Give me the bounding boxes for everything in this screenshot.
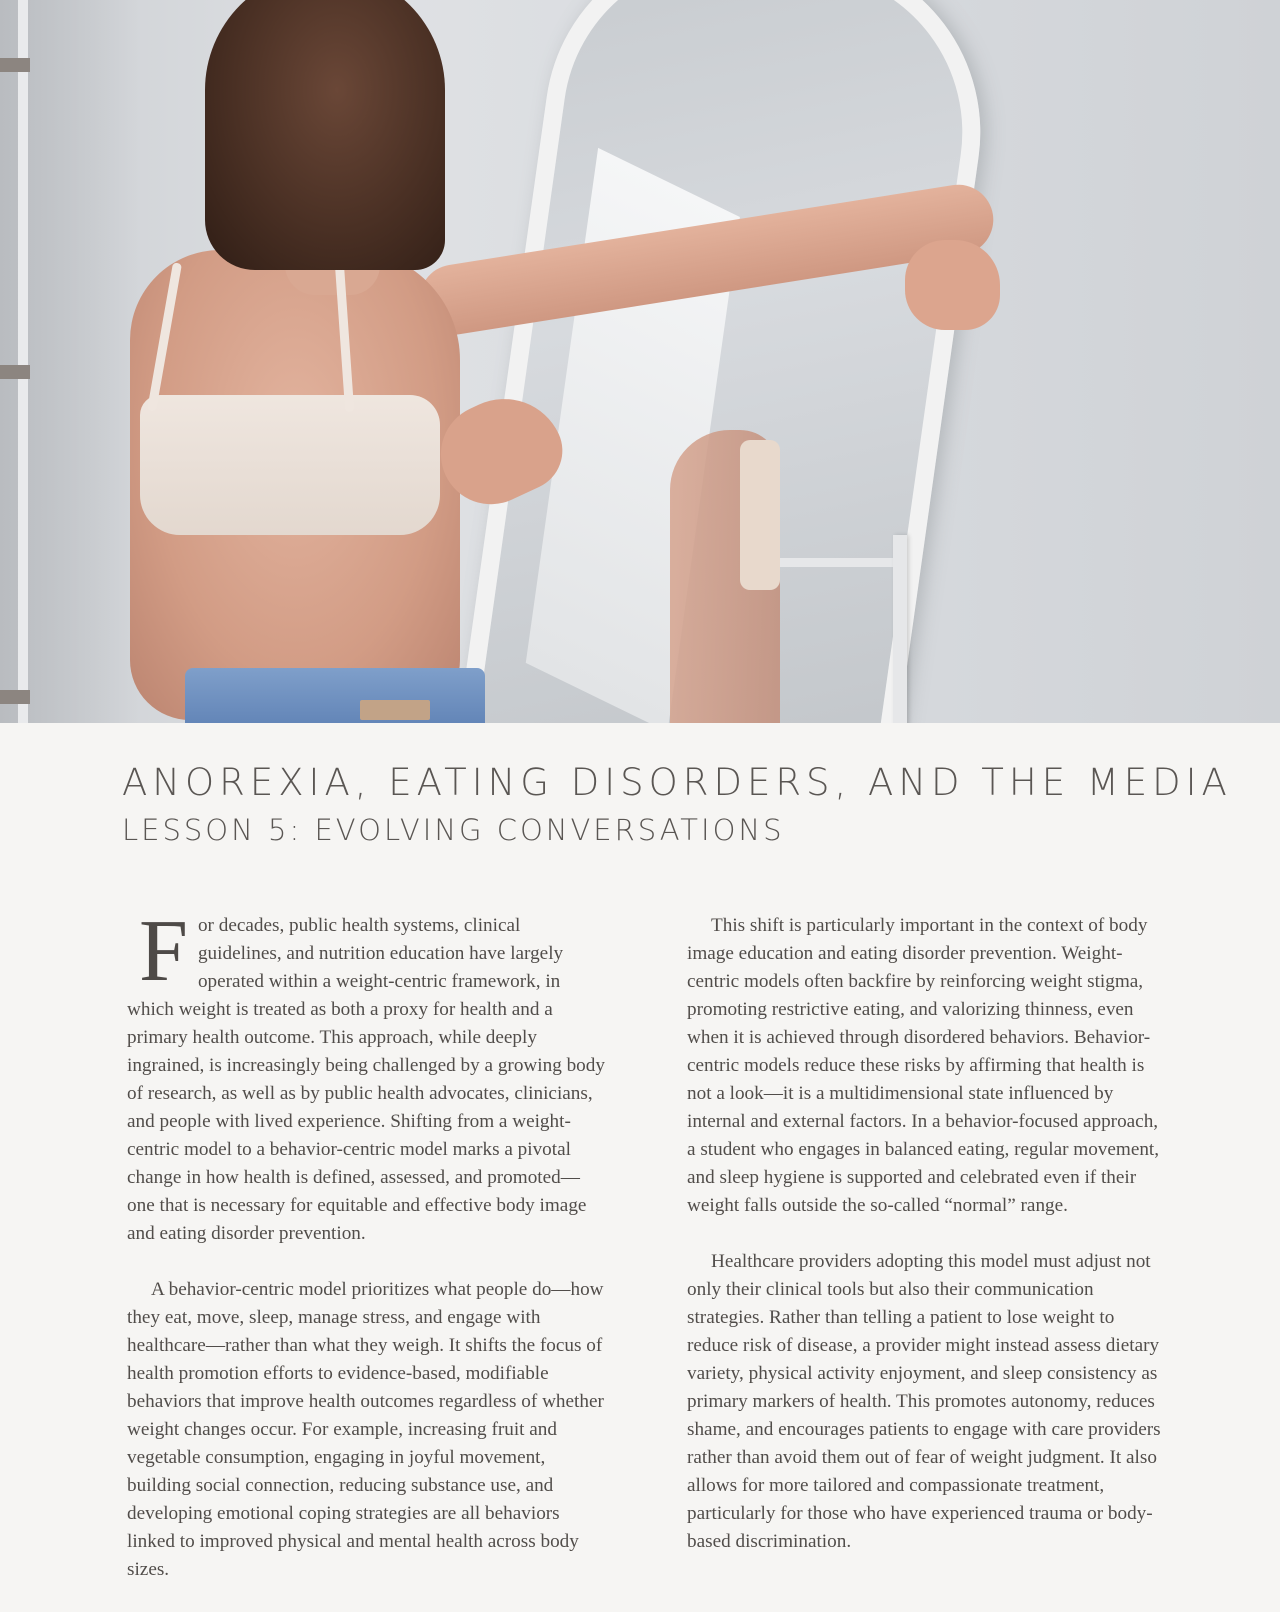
- paragraph-text: or decades, public health systems, clinical guidelines, and nutrition education have largely operated within a weight-centric framework, in which weight is treated as both a proxy for health and a primary health outcome. This approach, while deeply ingrained, is increasingly being challenged by a growing body of research, as well as by public health advocates, clinicians, and people with lived experience. Shifting from a weight-centric model to a behavior-centric model marks a pivotal change in how health is defined, assessed, and promoted—one that is necessary for equitable and effective body image and eating disorder prevention.: [127, 915, 605, 1244]
- paragraph: A behavior-centric model prioritizes what people do—how they eat, move, sleep, manage stress, and engage with healthcare—rather than what they weigh. It shifts the focus of health promotion efforts to evidence-based, modifiable behaviors that improve health outcomes regardless of whether weight changes occur. For example, increasing fruit and vegetable consumption, engaging in joyful movement, building social connection, reducing substance use, and developing emotional coping strategies are all behaviors linked to improved physical and mental health across body sizes.: [127, 1279, 604, 1580]
- paragraph: This shift is particularly important in the context of body image education and eating disorder prevention. Weight-centric models often backfire by reinforcing weight stigma, promoting restrictive eating, and valorizing thinness, even when it is achieved through disordered behaviors. Behavior-centric models reduce these risks by affirming that health is not a look—it is a multidimensional state influenced by internal and external factors. In a behavior-focused approach, a student who engages in balanced eating, regular movement, and sleep hygiene is supported and celebrated even if their weight falls outside the so-called “normal” range.: [687, 915, 1160, 1216]
- title-block: [122, 760, 1232, 848]
- right-column: [687, 912, 1167, 1612]
- fist: [905, 240, 1000, 330]
- mirror-reflection-top: [740, 440, 780, 590]
- clothes-rack-pole: [893, 535, 907, 723]
- clothes-rack-bar: [780, 558, 898, 567]
- shelf: [0, 58, 30, 72]
- jeans: [185, 668, 485, 723]
- drop-cap: F: [139, 903, 188, 1000]
- paragraph: [127, 903, 607, 1248]
- page-title: ANOREXIA, EATING DISORDERS, AND THE MEDIA: [122, 761, 1232, 804]
- left-column: [127, 903, 607, 1612]
- article-body: [127, 903, 1167, 1612]
- paragraph: Healthcare providers adopting this model must adjust not only their clinical tools but also their communication strategies. Rather than telling a patient to lose weight to reduce risk of disease, a provider might instead assess dietary variety, physical activity enjoyment, and sleep consistency as primary markers of health. This promotes autonomy, reduces shame, and encourages patients to engage with care providers rather than avoid them out of fear of weight judgment. It also allows for more tailored and compassionate treatment, particularly for those who have experienced trauma or body-based discrimination.: [687, 1251, 1161, 1552]
- jeans-tag: [360, 700, 430, 720]
- lesson-subtitle: LESSON 5: EVOLVING CONVERSATIONS: [122, 813, 785, 847]
- hair: [205, 0, 445, 270]
- shelf: [0, 365, 30, 379]
- shelf: [0, 690, 30, 704]
- hero-photo: [0, 0, 1280, 723]
- crop-top: [140, 395, 440, 535]
- shelf-post: [18, 0, 28, 723]
